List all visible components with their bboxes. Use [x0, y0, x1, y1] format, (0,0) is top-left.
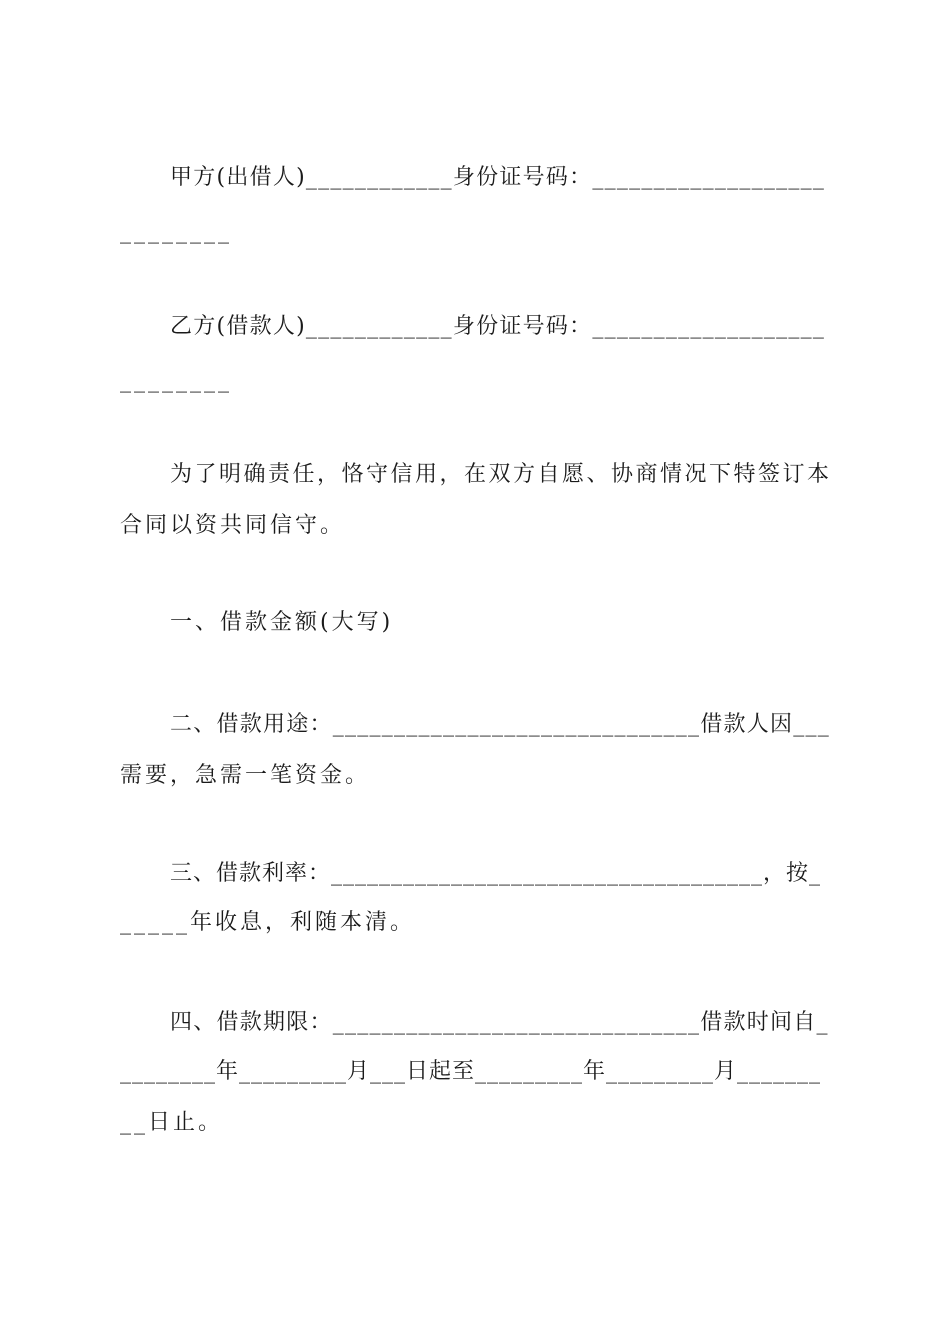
clause-4-line-3: __日止。 — [120, 1110, 224, 1135]
clause-1-line-1: 一、借款金额(大写) — [170, 610, 394, 635]
party-a-line-2: ________ — [120, 219, 232, 244]
preamble-line-2: 合同以资共同信守。 — [120, 513, 346, 538]
clause-3-line-2: _____年收息，利随本清。 — [120, 910, 416, 935]
party-b-line-2: ________ — [120, 368, 232, 393]
party-b-line-1: 乙方(借款人)____________身份证号码：___________________ — [170, 314, 826, 339]
clause-2-line-2: 需要，急需一笔资金。 — [120, 763, 371, 788]
clause-4-line-2: ________年_________月___日起至_________年_________月_______ — [120, 1059, 822, 1084]
clause-3-line-1: 三、借款利率：____________________________________，按_ — [170, 861, 822, 886]
preamble-line-1: 为了明确责任，恪守信用，在双方自愿、协商情况下特签订本 — [170, 462, 832, 487]
party-a-line-1: 甲方(出借人)____________身份证号码：___________________ — [170, 165, 826, 190]
clause-2-line-1: 二、借款用途：______________________________借款人因___ — [170, 712, 831, 737]
clause-4-line-1: 四、借款期限：______________________________借款时间自_ — [170, 1010, 829, 1035]
